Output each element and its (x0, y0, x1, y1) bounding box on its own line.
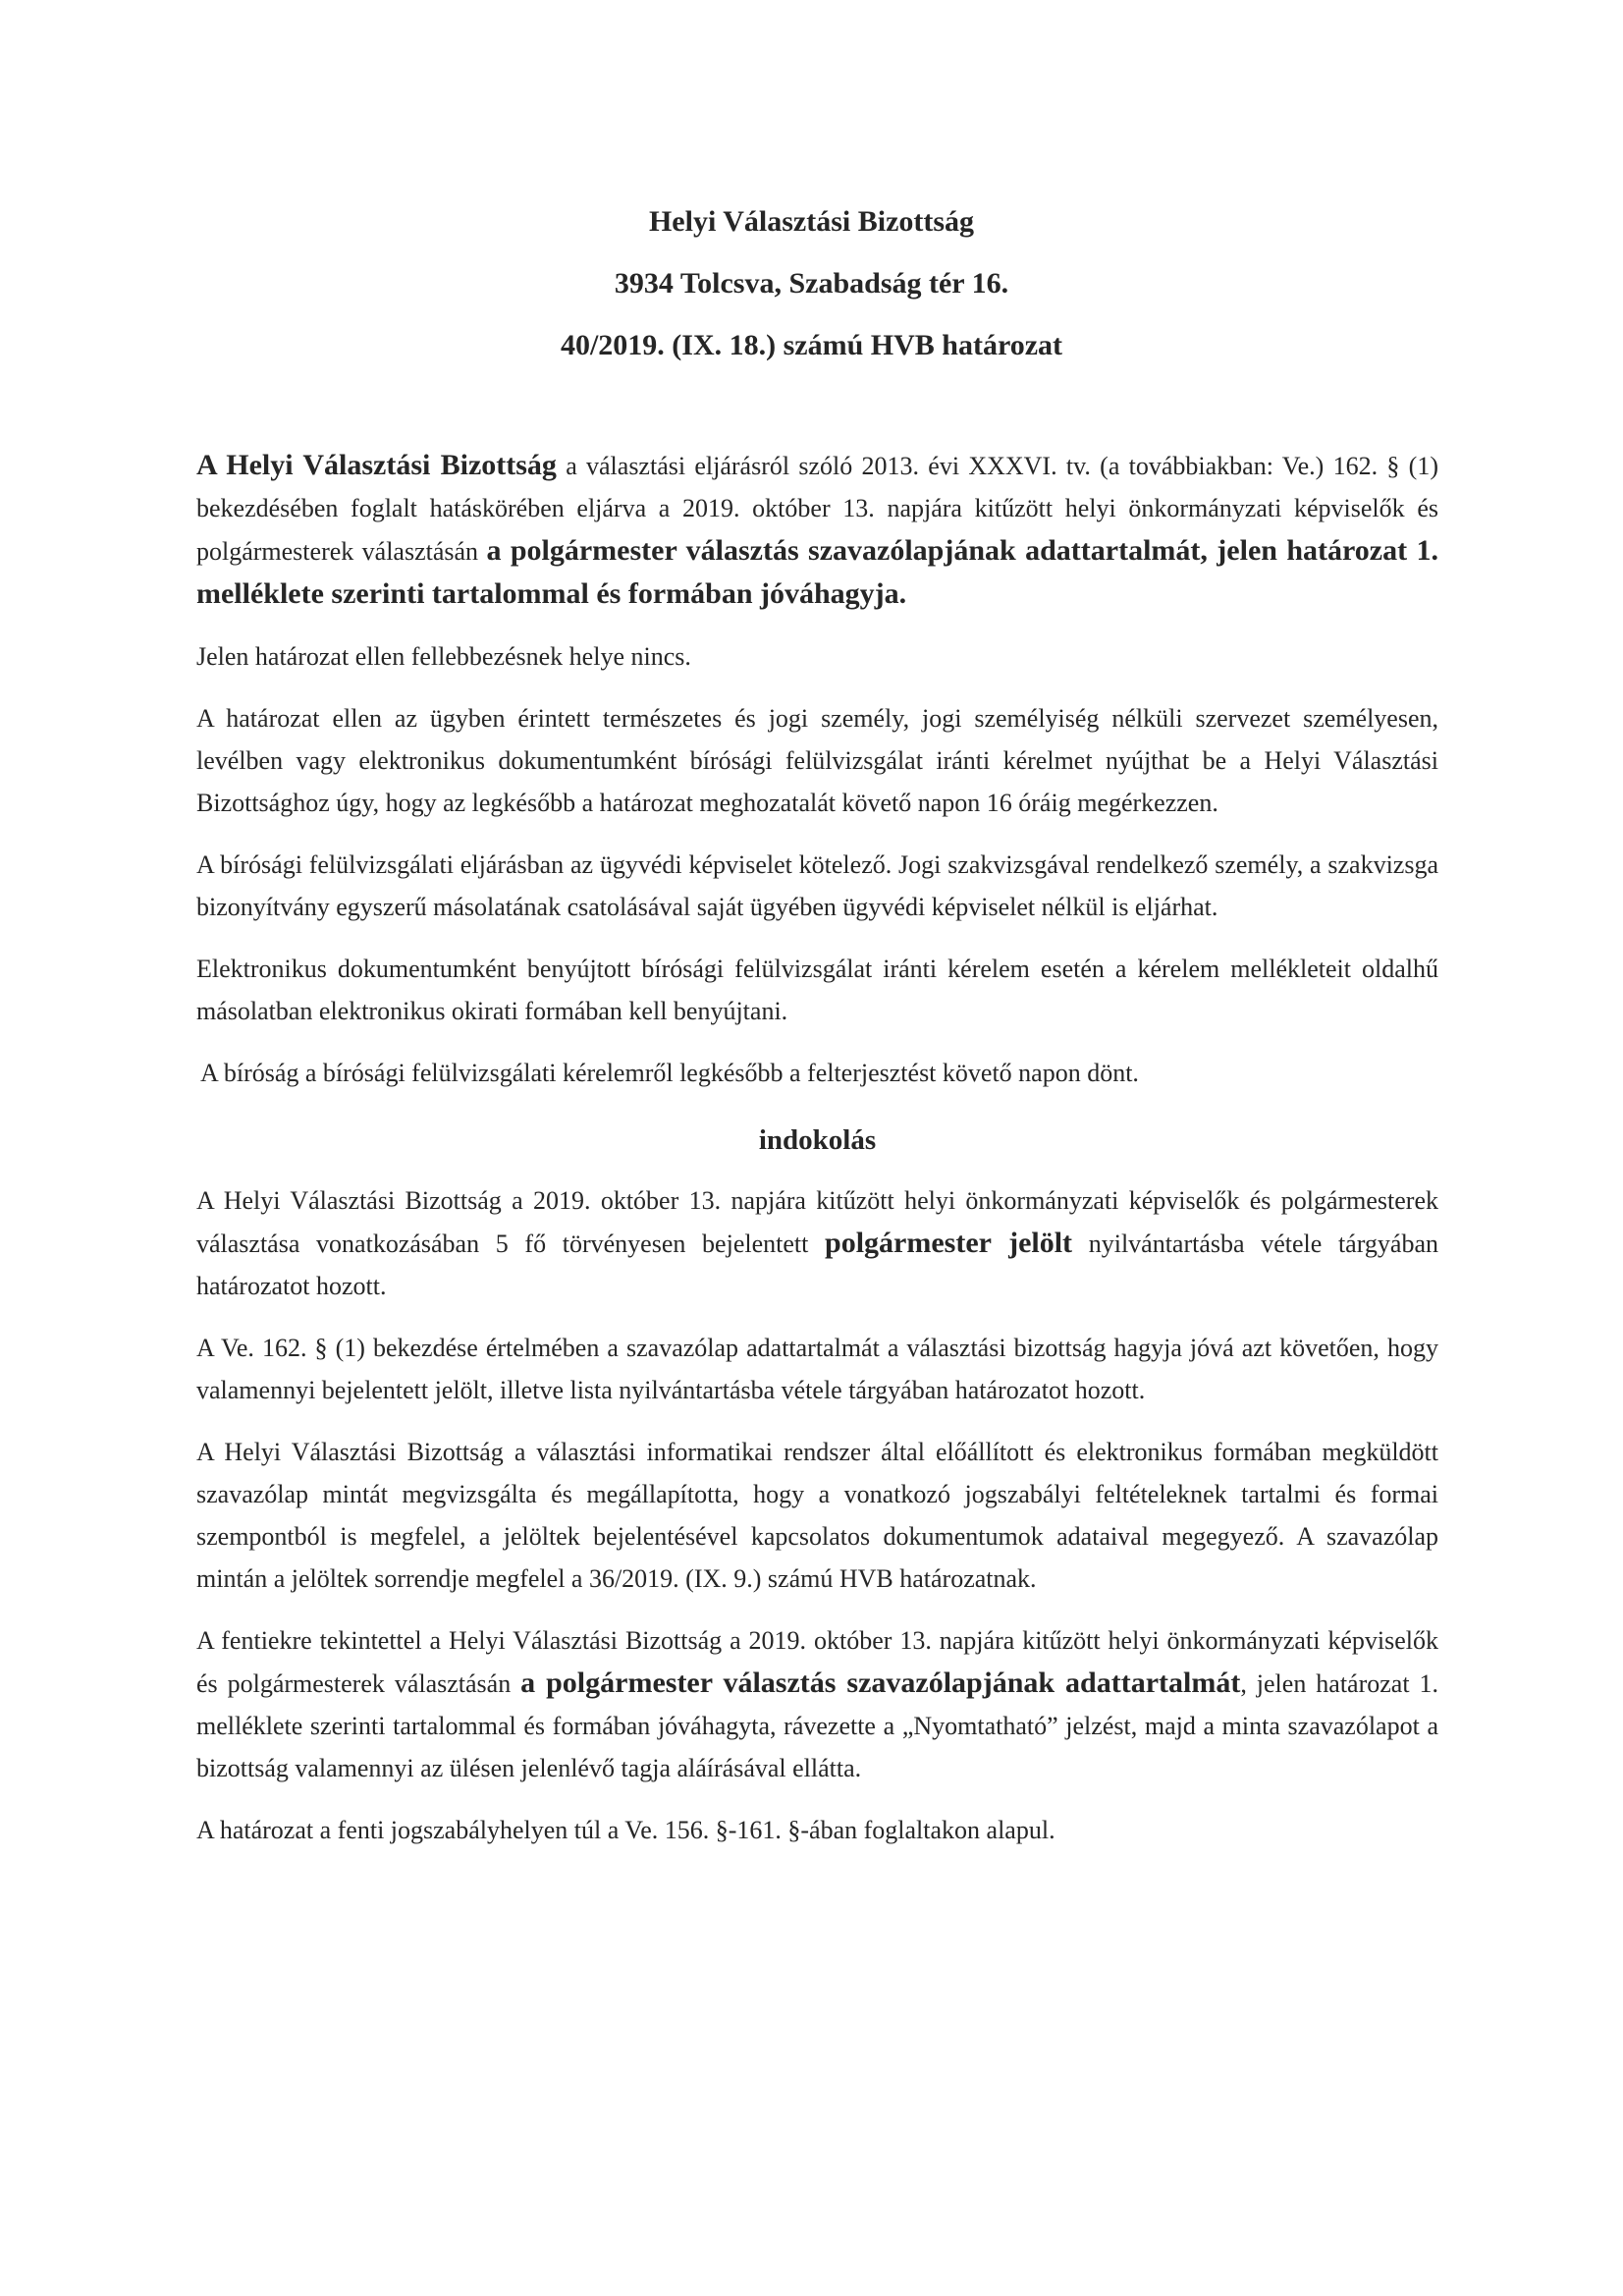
judicial-review-paragraph: A határozat ellen az ügyben érintett természetes és jogi személy, jogi személyiség nélküli szervezet személyesen, levélben vagy elektronikus dokumentumként bírósági felülvizsgálat iránti kérelmet nyújthat be a Helyi Választási Bizottsághoz úgy, hogy az legkésőbb a határozat meghozatalát követő napon 16 óráig megérkezzen. (196, 704, 1438, 817)
decision-operative-part: a polgármester választás szavazólapjának adattartalmát, jelen határozat 1. melléklete szerinti tartalommal és formában jóváhagyja. (196, 534, 1438, 610)
electronic-submission-paragraph: Elektronikus dokumentumként benyújtott bírósági felülvizsgálat iránti kérelem esetén a kérelem mellékleteit oldalhű másolatban elektronikus okirati formában kell benyújtani. (196, 955, 1438, 1025)
reasoning-text: A Helyi Választási Bizottság a 2019. október 13. napjára kitűzött helyi önkormányzati képviselők és polgármesterek választása vonatkozásában 5 fő törvényesen bejelentett (196, 1186, 1438, 1258)
reasoning-paragraph-4 (196, 1619, 1438, 1789)
committee-name: Helyi Választási Bizottság (648, 205, 975, 238)
reasoning-paragraph-2: A Ve. 162. § (1) bekezdése értelmében a szavazólap adattartalmát a választási bizottság hagyja jóvá azt követően, hogy valamennyi bejelentett jelölt, illetve lista nyilvántartásba vétele tárgyában határozatot hozott. (196, 1334, 1438, 1404)
court-decision-paragraph: A bíróság a bírósági felülvizsgálati kérelemről legkésőbb a felterjesztést követő napon dönt. (200, 1059, 1139, 1087)
decision-subject: A Helyi Választási Bizottság (196, 449, 557, 481)
ballot-content-term: a polgármester választás szavazólapjának adattartalmát (520, 1667, 1241, 1699)
reasoning-text-end: nyilvántartásba vétele tárgyában határozatot hozott. (196, 1230, 1438, 1300)
resolution-number: 40/2019. (IX. 18.) számú HVB határozat (560, 329, 1063, 361)
candidate-term: polgármester jelölt (825, 1227, 1073, 1259)
legal-representation-paragraph: A bírósági felülvizsgálati eljárásban az ügyvédi képviselet kötelező. Jogi szakvizsgával rendelkező személy, a szakvizsga bizonyítvány egyszerű másolatának csatolásával saját ügyében ügyvédi képviselet nélkül is eljárhat. (196, 850, 1438, 921)
decision-paragraph (196, 444, 1438, 616)
reasoning-text: A fentiekre tekintettel a Helyi Választási Bizottság a 2019. október 13. napjára kitűzött helyi önkormányzati képviselők és polgármesterek választásán (196, 1626, 1438, 1698)
committee-address: 3934 Tolcsva, Szabadság tér 16. (614, 267, 1009, 300)
reasoning-paragraph-3: A Helyi Választási Bizottság a választási informatikai rendszer által előállított és elektronikus formában megküldött szavazólap mintát megvizsgálta és megállapította, hogy a vonatkozó jogszabályi feltételeknek tartalmi és formai szempontból is megfelel, a jelöltek bejelentésével kapcsolatos dokumentumok adataival megegyező. A szavazólap mintán a jelöltek sorrendje megfelel a 36/2019. (IX. 9.) számú HVB határozatnak. (196, 1438, 1438, 1593)
no-appeal-paragraph: Jelen határozat ellen fellebbezésnek helye nincs. (196, 642, 691, 671)
document-body (196, 444, 1438, 1851)
reasoning-heading: indokolás (758, 1124, 877, 1156)
reasoning-text-end: , jelen határozat 1. melléklete szerinti tartalommal és formában jóváhagyta, rávezette a „Nyomtatható” jelzést, majd a minta szavazólapot a bizottság valamennyi az ülésen jelenlévő tagja aláírásával ellátta. (196, 1669, 1438, 1782)
reasoning-paragraph-5: A határozat a fenti jogszabályhelyen túl a Ve. 156. §-161. §-ában foglaltakon alapul. (196, 1816, 1055, 1844)
reasoning-paragraph-1 (196, 1179, 1438, 1307)
decision-text: a választási eljárásról szóló 2013. évi XXXVI. tv. (a továbbiakban: Ve.) 162. § (1) bekezdésében foglalt hatáskörében eljárva a 2019. október 13. napjára kitűzött helyi önkormányzati képviselők és polgármesterek választásán (196, 452, 1438, 566)
